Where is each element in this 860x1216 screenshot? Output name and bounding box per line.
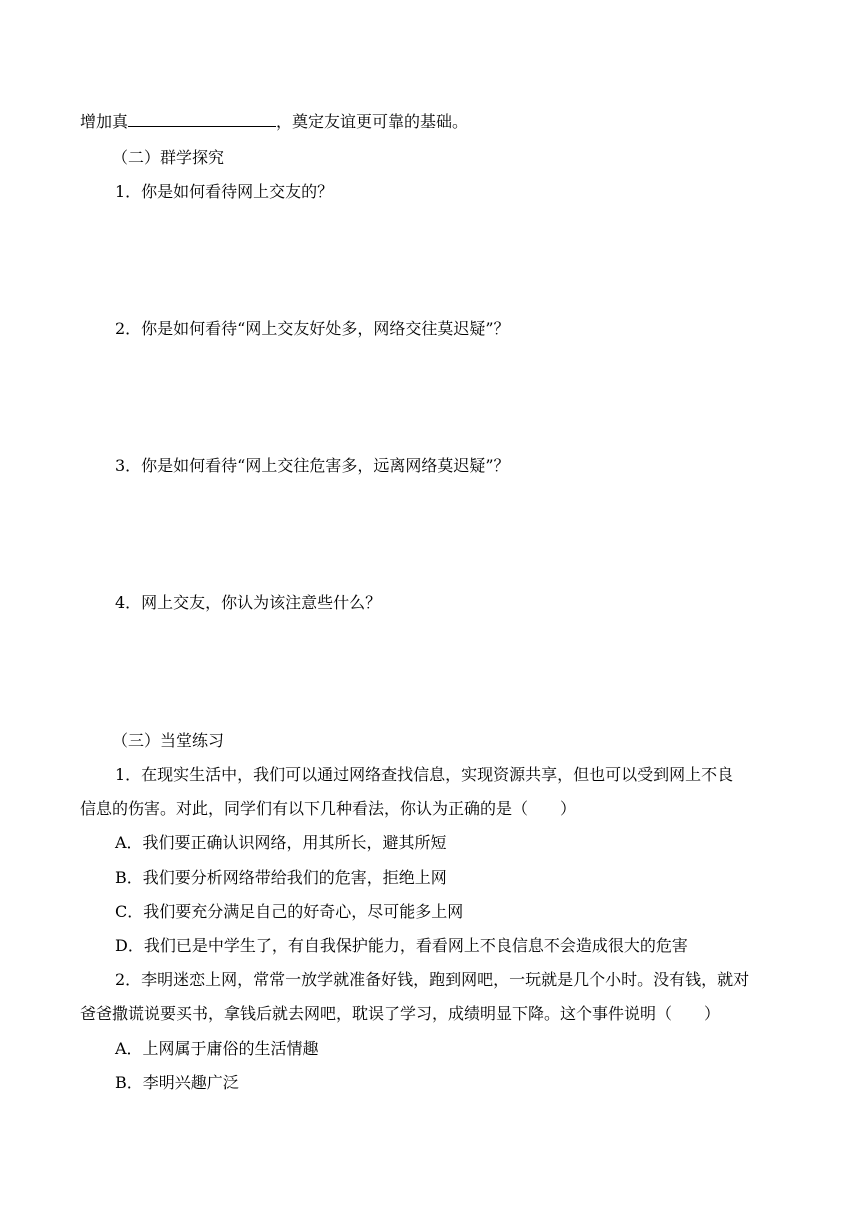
question-text: 信息的伤害。对此，同学们有以下几种看法，你认为正确的是（ ） xyxy=(80,799,577,818)
question: 3．你是如何看待“网上交往危害多，远离网络莫迟疑”？ xyxy=(115,456,510,475)
question: 4．网上交友，你认为该注意些什么？ xyxy=(115,593,382,612)
question: 1．你是如何看待网上交友的？ xyxy=(115,182,334,201)
section-heading: （三）当堂练习 xyxy=(112,731,225,750)
question-text: 1．在现实生活中，我们可以通过网络查找信息，实现资源共享，但也可以受到网上不良 xyxy=(115,765,734,784)
fill-blank-suffix: ，奠定友谊更可靠的基础。 xyxy=(276,112,469,131)
question: 2．你是如何看待“网上交友好处多，网络交往莫迟疑”？ xyxy=(115,319,510,338)
answer-option: A．上网属于庸俗的生活情趣 xyxy=(115,1039,319,1058)
answer-option: A．我们要正确认识网络，用其所长，避其所短 xyxy=(115,833,447,852)
question-text: 爸爸撒谎说要买书，拿钱后就去网吧，耽误了学习，成绩明显下降。这个事件说明（ ） xyxy=(80,1004,721,1023)
answer-option: C．我们要充分满足自己的好奇心，尽可能多上网 xyxy=(115,902,464,921)
answer-option: D．我们已是中学生了，有自我保护能力，看看网上不良信息不会造成很大的危害 xyxy=(115,936,688,955)
question-text: 2．李明迷恋上网，常常一放学就准备好钱，跑到网吧，一玩就是几个小时。没有钱，就对 xyxy=(115,970,750,989)
fill-blank-prefix: 增加真 xyxy=(80,112,129,131)
fill-blank-line xyxy=(80,112,468,132)
section-heading: （二）群学探究 xyxy=(112,148,225,167)
answer-option: B．我们要分析网络带给我们的危害，拒绝上网 xyxy=(115,868,447,887)
answer-option: B．李明兴趣广泛 xyxy=(115,1073,239,1092)
answer-blank xyxy=(128,112,276,127)
